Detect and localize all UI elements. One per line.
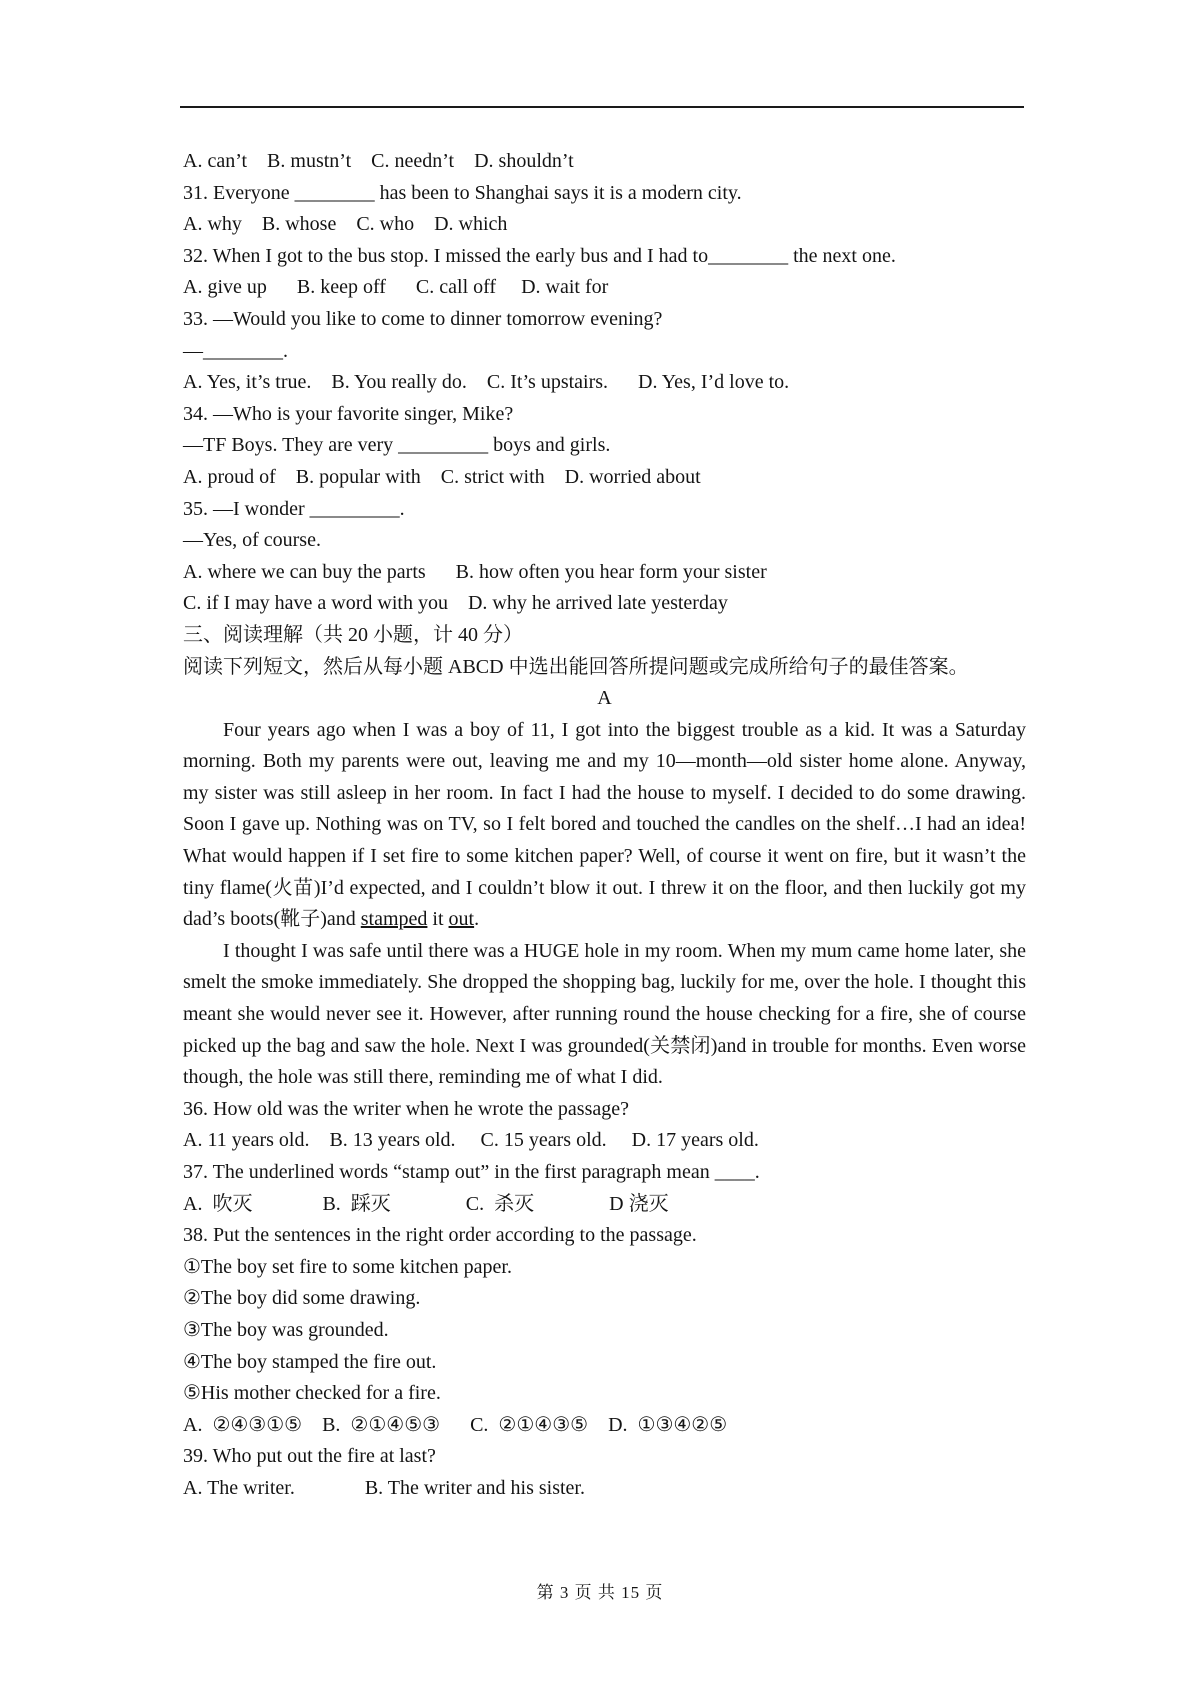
q35-options-row-1: A. where we can buy the parts B. how often you hear form your sister (183, 560, 767, 583)
q36-stem: 36. How old was the writer when he wrote the passage? (183, 1097, 629, 1120)
page-footer (0, 1578, 1200, 1603)
q33-blank: —________. (183, 339, 288, 362)
underlined-word-stamped: stamped (360, 908, 428, 931)
header-rule (180, 106, 1024, 108)
passage-label: A (597, 687, 612, 710)
q32-stem: 32. When I got to the bus stop. I missed the early bus and I had to________ the next one. (183, 244, 896, 267)
q35-reply: —Yes, of course. (183, 529, 321, 552)
q38-options: A. ②④③①⑤ B. ②①④⑤③ C. ②①④③⑤ D. ①③④②⑤ (183, 1413, 728, 1436)
q34-stem: 34. —Who is your favorite singer, Mike? (183, 402, 514, 425)
q36-options: A. 11 years old. B. 13 years old. C. 15 years old. D. 17 years old. (183, 1129, 759, 1152)
q39-options: A. The writer. B. The writer and his sister. (183, 1476, 585, 1499)
q37-options: A. 吹灭 B. 踩灭 C. 杀灭 D 浇灭 (183, 1192, 669, 1215)
q38-sentence-2: ②The boy did some drawing. (183, 1287, 421, 1310)
q37-stem: 37. The underlined words “stamp out” in the first paragraph mean ____. (183, 1161, 760, 1183)
q38-stem: 38. Put the sentences in the right order according to the passage. (183, 1224, 697, 1247)
q33-options: A. Yes, it’s true. B. You really do. C. It’s upstairs. D. Yes, I’d love to. (183, 371, 790, 394)
passage-paragraph-2: I thought I was safe until there was a HUGE hole in my room. When my mum came home later, she smelt the smoke immediately. She dropped the shopping bag, luckily for me, over the hole. I thought this meant she would never see it. However, after running round the house checking for a fire, she of course picked up the bag and saw the hole. Next I was grounded(关禁闭)and in trouble for months. Even worse though, the hole was still there, reminding me of what I did. (183, 939, 1026, 1089)
section-title: 三、阅读理解（共 20 小题，计 40 分） (183, 623, 523, 646)
q35-stem: 35. —I wonder _________. (183, 497, 405, 520)
q35-options-row-2: C. if I may have a word with you D. why he arrived late yesterday (183, 592, 728, 615)
q34-options: A. proud of B. popular with C. strict with D. worried about (183, 465, 701, 488)
q39-stem: 39. Who put out the fire at last? (183, 1445, 436, 1468)
q38-sentence-4: ④The boy stamped the fire out. (183, 1350, 437, 1373)
page-content (183, 146, 1026, 1505)
section-instruction: 阅读下列短文，然后从每小题 ABCD 中选出能回答所提问题或完成所给句子的最佳答案。 (183, 655, 969, 678)
q38-sentence-1: ①The boy set fire to some kitchen paper. (183, 1255, 512, 1278)
q30-options: A. can’t B. mustn’t C. needn’t D. shouldn’t (183, 150, 574, 172)
page-number: 第 3 页 共 15 页 (536, 1583, 664, 1602)
underlined-word-out: out (448, 908, 475, 931)
q38-sentence-3: ③The boy was grounded. (183, 1318, 389, 1341)
q32-options: A. give up B. keep off C. call off D. wait for (183, 276, 609, 299)
q31-options: A. why B. whose C. who D. which (183, 213, 508, 236)
passage-paragraph-1: Four years ago when I was a boy of 11, I got into the biggest trouble as a kid. It was a Saturday morning. Both my parents were out, leaving me and my 10—month—old sister home alone. Anyway, my sister was still asleep in her room. In fact I had the house to myself. I decided to do some drawing. Soon I gave up. Nothing was on TV, so I felt bored and touched the candles on the shelf…I had an idea! What would happen if I set fire to some kitchen paper? Well, of course it went on fire, but it wasn’t the tiny flame(火苗)I’d expected, and I couldn’t blow it out. I threw it on the floor, and then luckily got my dad’s boots(靴子)and stamped it out. (183, 718, 1026, 931)
q33-stem: 33. —Would you like to come to dinner tomorrow evening? (183, 307, 663, 330)
q34-reply: —TF Boys. They are very _________ boys and girls. (183, 434, 611, 457)
q31-stem: 31. Everyone ________ has been to Shanghai says it is a modern city. (183, 181, 742, 204)
q38-sentence-5: ⑤His mother checked for a fire. (183, 1382, 441, 1405)
